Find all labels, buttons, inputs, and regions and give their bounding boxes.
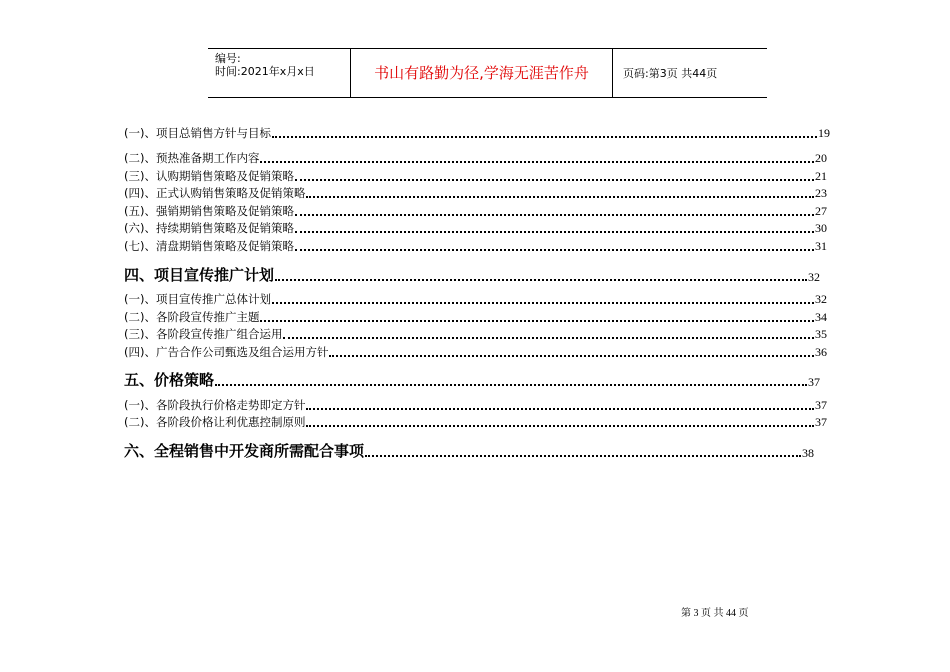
toc-entry[interactable]	[124, 125, 830, 141]
toc-leader-dots	[295, 213, 814, 216]
toc-entry-page: 19	[818, 126, 830, 140]
toc-entry[interactable]	[124, 414, 827, 430]
toc-entry[interactable]	[124, 150, 827, 166]
toc-entry[interactable]	[124, 344, 827, 360]
toc-entry-title: (二)、各阶段价格让利优惠控制原则	[124, 415, 306, 429]
toc-entry[interactable]	[124, 220, 827, 236]
toc-leader-dots	[283, 336, 814, 339]
toc-leader-dots	[295, 248, 814, 251]
header-page-number: 页码:第3页 共44页	[623, 67, 718, 80]
toc-entry-title: (一)、项目宣传推广总体计划	[124, 292, 271, 306]
doc-code-label: 编号:	[215, 52, 241, 65]
toc-leader-dots	[306, 195, 814, 198]
toc-entry-page: 30	[815, 221, 827, 235]
doc-time-label: 时间:2021年x月x日	[215, 65, 315, 78]
toc-entry-title: (二)、预热准备期工作内容	[124, 151, 260, 165]
toc-entry[interactable]	[124, 397, 827, 413]
toc-entry-page: 37	[815, 398, 827, 412]
toc-entry-title: (一)、项目总销售方针与目标	[124, 126, 271, 140]
toc-leader-dots	[260, 319, 814, 322]
toc-entry[interactable]	[124, 326, 827, 342]
toc-entry[interactable]	[124, 291, 827, 307]
toc-entry-title: (二)、各阶段宣传推广主题	[124, 310, 260, 324]
toc-entry-title: (六)、持续期销售策略及促销策略	[124, 221, 294, 235]
toc-entry-page: 27	[815, 204, 827, 218]
toc-entry-page: 36	[815, 345, 827, 359]
toc-entry-title: (三)、各阶段宣传推广组合运用	[124, 327, 283, 341]
toc-leader-dots	[306, 407, 814, 410]
toc-leader-dots	[260, 160, 814, 163]
toc-leader-dots	[295, 178, 814, 181]
page-footer: 第 3 页 共 44 页	[681, 608, 749, 619]
toc-section-heading[interactable]	[124, 265, 820, 285]
toc-leader-dots	[272, 301, 814, 304]
toc-entry-page: 37	[808, 375, 820, 389]
toc-entry-page: 34	[815, 310, 827, 324]
toc-leader-dots	[365, 454, 801, 457]
header-slogan-cell	[351, 49, 613, 97]
toc-entry-title: (五)、强销期销售策略及促销策略	[124, 204, 294, 218]
toc-entry[interactable]	[124, 185, 827, 201]
toc-entry[interactable]	[124, 168, 827, 184]
toc-entry-page: 32	[815, 292, 827, 306]
toc-leader-dots	[329, 354, 814, 357]
toc-entry-title: 四、项目宣传推广计划	[124, 266, 275, 284]
toc-entry-page: 23	[815, 186, 827, 200]
toc-entry-title: 六、全程销售中开发商所需配合事项	[124, 442, 365, 460]
header-slogan: 书山有路勤为径,学海无涯苦作舟	[374, 64, 589, 82]
toc-leader-dots	[215, 383, 807, 386]
toc-entry-title: (四)、广告合作公司甄选及组合运用方针	[124, 345, 329, 359]
toc-leader-dots	[275, 278, 807, 281]
header-page-cell	[613, 49, 767, 97]
toc-section-heading[interactable]	[124, 370, 820, 390]
page-header	[208, 48, 767, 98]
toc-section-heading[interactable]	[124, 441, 814, 461]
toc-entry-page: 21	[815, 169, 827, 183]
toc-entry[interactable]	[124, 309, 827, 325]
toc-entry-page: 37	[815, 415, 827, 429]
toc-entry-title: (三)、认购期销售策略及促销策略	[124, 169, 294, 183]
toc-entry[interactable]	[124, 238, 827, 254]
header-info-cell	[208, 49, 351, 97]
toc-entry-page: 38	[802, 446, 814, 460]
toc-entry-page: 32	[808, 270, 820, 284]
toc-leader-dots	[306, 424, 814, 427]
toc-entry-page: 20	[815, 151, 827, 165]
toc-entry-title: 五、价格策略	[124, 371, 215, 389]
toc-entry-page: 31	[815, 239, 827, 253]
toc-leader-dots	[272, 135, 817, 138]
toc-entry[interactable]	[124, 203, 827, 219]
toc-leader-dots	[295, 230, 814, 233]
toc-entry-title: (七)、清盘期销售策略及促销策略	[124, 239, 294, 253]
toc-entry-title: (一)、各阶段执行价格走势即定方针	[124, 398, 306, 412]
toc-entry-page: 35	[815, 327, 827, 341]
toc-entry-title: (四)、正式认购销售策略及促销策略	[124, 186, 306, 200]
